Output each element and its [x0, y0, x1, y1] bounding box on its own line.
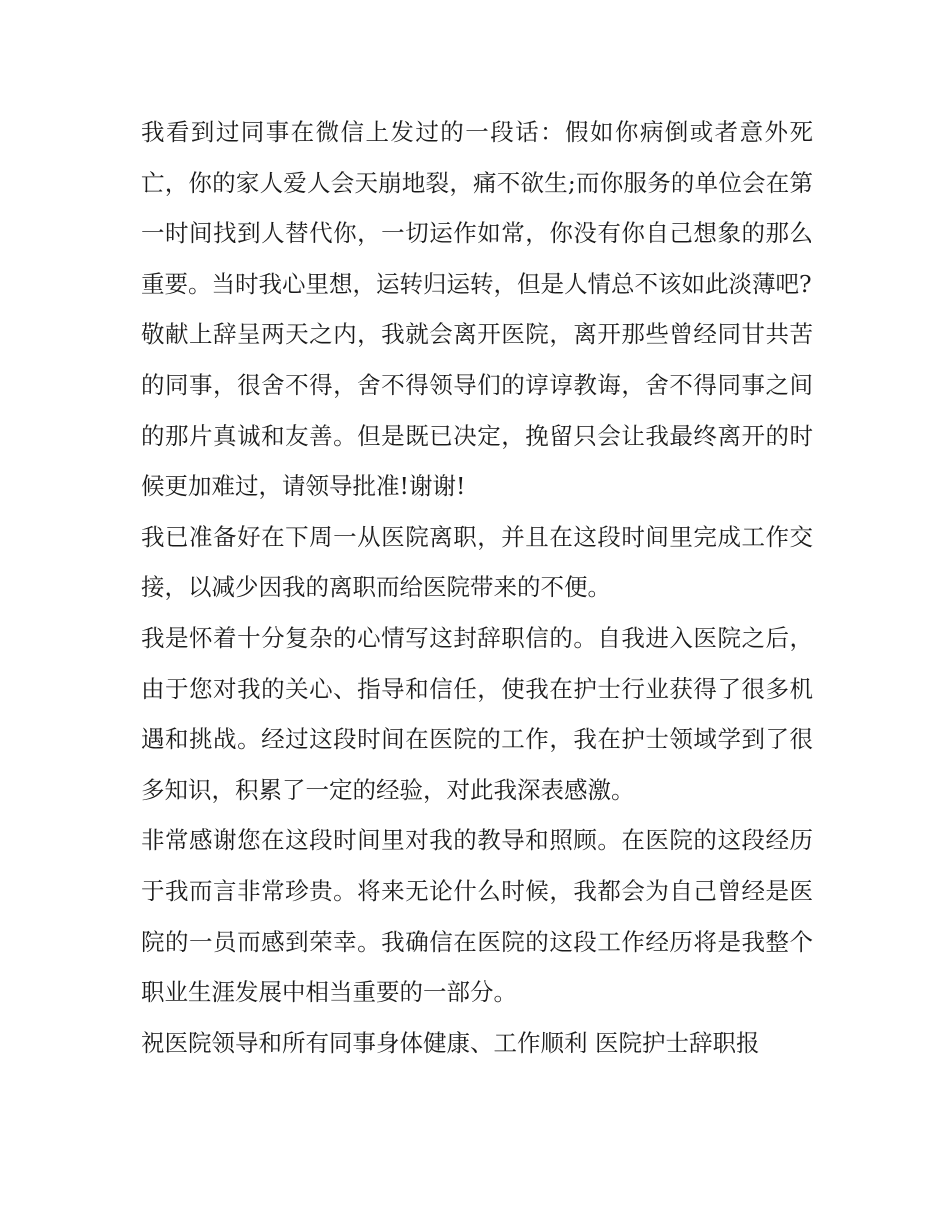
paragraph: 祝医院领导和所有同事身体健康、工作顺利 医院护士辞职报 [141, 1028, 760, 1057]
paragraph: 我已准备好在下周一从医院离职，并且在这段时间里完成工作交接，以减少因我的离职而给医院带来的不便。 [141, 522, 813, 602]
paragraph: 敬献上辞呈两天之内，我就会离开医院，离开那些曾经同甘共苦的同事，很舍不得，舍不得领导们的谆谆教诲，舍不得同事之间的那片真诚和友善。但是既已决定，挽留只会让我最终离开的时候更加难过，请领导批准!谢谢! [141, 320, 813, 501]
paragraph: 我是怀着十分复杂的心情写这封辞职信的。自我进入医院之后，由于您对我的关心、指导和信任，使我在护士行业获得了很多机遇和挑战。经过这段时间在医院的工作，我在护士领域学到了很多知识，积累了一定的经验，对此我深表感激。 [141, 623, 813, 804]
paragraph: 我看到过同事在微信上发过的一段话：假如你病倒或者意外死亡，你的家人爱人会天崩地裂，痛不欲生;而你服务的单位会在第一时间找到人替代你，一切运作如常，你没有你自己想象的那么重要。当时我心里想，运转归运转，但是人情总不该如此淡薄吧? [141, 118, 813, 298]
paragraph: 非常感谢您在这段时间里对我的教导和照顾。在医院的这段经历于我而言非常珍贵。将来无论什么时候，我都会为自己曾经是医院的一员而感到荣幸。我确信在医院的这段工作经历将是我整个职业生涯发展中相当重要的一部分。 [141, 826, 813, 1007]
document-body [141, 107, 813, 1068]
